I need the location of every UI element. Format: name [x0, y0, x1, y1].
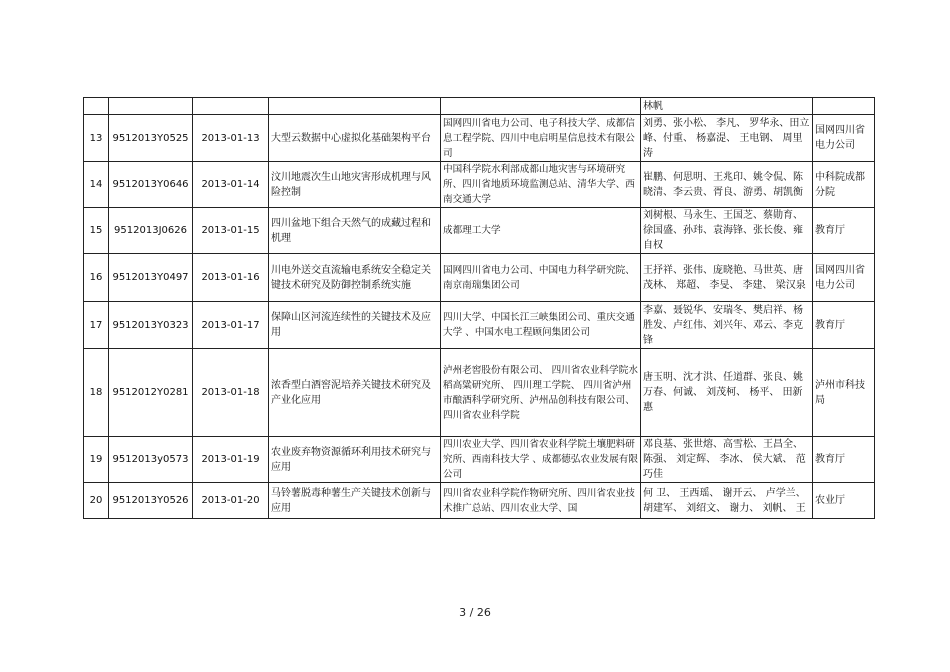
cell-people: 刘树根、马永生、王国芝、蔡勋育、徐国盛、孙玮、袁海锋、张长俊、雍自权 [641, 208, 813, 254]
cell-date: 2013-01-18 [193, 349, 269, 437]
cell-code: 9512012Y0281 [109, 349, 193, 437]
cell-people: 王抒祥、张伟、庞晓艳、马世英、唐茂林、 郑超、 李旻、 李建、 梁汉泉 [641, 254, 813, 302]
page-indicator: 3 / 26 [459, 606, 491, 619]
table-row [84, 208, 875, 254]
cell-no: 17 [84, 302, 109, 349]
cell-people: 邓良基、张世熔、高雪松、王昌全、陈强、 刘定辉、 李冰、 侯大斌、 范巧佳 [641, 437, 813, 483]
cell-title: 大型云数据中心虚拟化基础架构平台 [269, 115, 441, 162]
cell-units: 四川省农业科学院作物研究所、四川省农业技术推广总站、四川农业大学、国 [441, 483, 641, 519]
awards-table [83, 97, 875, 519]
cell-code: 9512013y0573 [109, 437, 193, 483]
cell-title [269, 98, 441, 115]
cell-code: 9512013Y0525 [109, 115, 193, 162]
cell-recommender: 国网四川省电力公司 [813, 254, 875, 302]
cell-title: 马铃薯脱毒种薯生产关键技术创新与应用 [269, 483, 441, 519]
table-row [84, 437, 875, 483]
cell-people: 唐玉明、沈才洪、任道群、张良、姚万春、何诚、 刘茂柯、 杨平、 田新惠 [641, 349, 813, 437]
cell-title: 浓香型白酒窖泥培养关键技术研究及产业化应用 [269, 349, 441, 437]
cell-no: 18 [84, 349, 109, 437]
cell-date: 2013-01-14 [193, 162, 269, 208]
cell-date [193, 98, 269, 115]
cell-date: 2013-01-17 [193, 302, 269, 349]
cell-recommender: 教育厅 [813, 302, 875, 349]
cell-code: 9512013Y0497 [109, 254, 193, 302]
table-row [84, 115, 875, 162]
table-row [84, 302, 875, 349]
cell-units: 国网四川省电力公司、中国电力科学研究院、南京南瑞集团公司 [441, 254, 641, 302]
cell-people: 何 卫、 王西瑶、 谢开云、 卢学兰、胡建军、 刘绍文、 谢力、 刘帆、 王 [641, 483, 813, 519]
cell-code: 9512013Y0526 [109, 483, 193, 519]
cell-recommender: 教育厅 [813, 208, 875, 254]
table-row-continuation [84, 98, 875, 115]
cell-date: 2013-01-19 [193, 437, 269, 483]
cell-units: 中国科学院水利部成都山地灾害与环境研究所、四川省地质环境监测总站、清华大学、西南交通大学 [441, 162, 641, 208]
cell-no: 15 [84, 208, 109, 254]
cell-recommender: 泸州市科技局 [813, 349, 875, 437]
cell-no: 19 [84, 437, 109, 483]
cell-no: 16 [84, 254, 109, 302]
table-body [84, 98, 875, 519]
cell-people: 崔鹏、何思明、王兆印、姚令侃、陈晓清、李云贵、胥良、游勇、胡凯衡 [641, 162, 813, 208]
cell-title: 汶川地震次生山地灾害形成机理与风险控制 [269, 162, 441, 208]
cell-code: 9512013Y0323 [109, 302, 193, 349]
cell-recommender: 国网四川省电力公司 [813, 115, 875, 162]
cell-recommender: 中科院成都分院 [813, 162, 875, 208]
cell-recommender: 教育厅 [813, 437, 875, 483]
cell-title: 川电外送交直流输电系统安全稳定关键技术研究及防御控制系统实施 [269, 254, 441, 302]
cell-title: 四川盆地下组合天然气的成藏过程和机理 [269, 208, 441, 254]
cell-people: 李嘉、聂锐华、安瑞冬、樊启祥、杨胜发、卢红伟、刘兴年、邓云、李克锋 [641, 302, 813, 349]
cell-no: 20 [84, 483, 109, 519]
cell-units: 成都理工大学 [441, 208, 641, 254]
table-row [84, 483, 875, 519]
table-row [84, 254, 875, 302]
cell-no: 14 [84, 162, 109, 208]
cell-units: 四川农业大学、四川省农业科学院土壤肥料研究所、西南科技大学 、成都德弘农业发展有限公司 [441, 437, 641, 483]
table-row [84, 349, 875, 437]
cell-date: 2013-01-20 [193, 483, 269, 519]
cell-recommender: 农业厅 [813, 483, 875, 519]
cell-title: 农业废弃物资源循环利用技术研究与应用 [269, 437, 441, 483]
cell-units: 泸州老窖股份有限公司、 四川省农业科学院水稻高粱研究所、 四川理工学院、 四川省泸州市酿酒科学研究所、泸州品创科技有限公司、四川省农业科学院 [441, 349, 641, 437]
cell-units: 国网四川省电力公司、电子科技大学、成都信息工程学院、四川中电启明星信息技术有限公司 [441, 115, 641, 162]
cell-title: 保障山区河流连续性的关键技术及应用 [269, 302, 441, 349]
cell-date: 2013-01-13 [193, 115, 269, 162]
cell-code: 9512013Y0646 [109, 162, 193, 208]
cell-recommender [813, 98, 875, 115]
cell-no: 13 [84, 115, 109, 162]
cell-code: 9512013J0626 [109, 208, 193, 254]
cell-people: 刘勇、张小松、 李凡、 罗华永、田立峰、付重、 杨嘉湜、 王电钢、 周里涛 [641, 115, 813, 162]
cell-units [441, 98, 641, 115]
cell-date: 2013-01-15 [193, 208, 269, 254]
cell-code [109, 98, 193, 115]
cell-people: 林帆 [641, 98, 813, 115]
table-row [84, 162, 875, 208]
cell-date: 2013-01-16 [193, 254, 269, 302]
cell-no [84, 98, 109, 115]
cell-units: 四川大学、中国长江三峡集团公司、重庆交通大学 、中国水电工程顾问集团公司 [441, 302, 641, 349]
